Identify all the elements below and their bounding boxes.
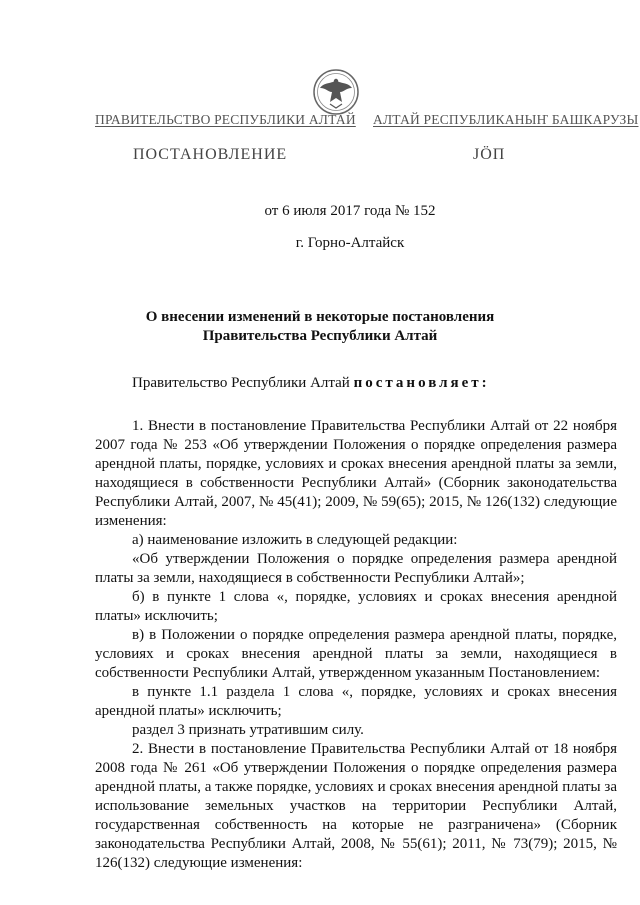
coat-of-arms-icon (310, 68, 362, 116)
paragraph-1a: а) наименование изложить в следующей редакции: (132, 532, 458, 548)
org-name-altai: АЛТАЙ РЕСПУБЛИКАНЫҤ БАШКАРУЗЫ (373, 112, 639, 127)
document-body (95, 374, 617, 873)
paragraph-2: 2. Внести в постановление Правительства Республики Алтай от 18 ноября 2008 года № 261 «Об утверждении Положения о порядке определения размера арендной платы, а также порядке, условиях и сроках внесения арендной платы за использование земельных участков на территории Республики Алтай, государственная собственность на которые не разграничена» (Сборник законодательства Республики Алтай, 2008, № 55(61); 2011, № 73(79); 2015, № 126(132) следующие изменения: (95, 741, 617, 871)
title-line-2: Правительства Республики Алтай (202, 328, 438, 344)
preamble-resolves: постановляет: (353, 375, 490, 391)
paragraph-1b: б) в пункте 1 слова «, порядке, условиях и сроках внесения арендной платы» исключить; (95, 589, 617, 624)
paragraph-1v-item-2: раздел 3 признать утратившим силу. (132, 722, 364, 738)
paragraph-1a-text: «Об утверждении Положения о порядке определения размера арендной платы за земли, находящиеся в собственности Республики Алтай»; (95, 551, 617, 586)
city-line: г. Горно-Алтайск (295, 235, 405, 251)
paragraph-1v: в) в Положении о порядке определения размера арендной платы, порядке, условиях и сроках внесения арендной платы за земли, находящиеся в собственности Республики Алтай, утвержденном указанным Постановлением: (95, 627, 617, 681)
doc-type-altai: ЈÖП (473, 146, 506, 163)
preamble (95, 374, 617, 393)
paragraph-1: 1. Внести в постановление Правительства Республики Алтай от 22 ноября 2007 года № 253 «Об утверждении Положения о порядке определения размера арендной платы, порядке, условиях и сроках внесения арендной платы за земли, находящиеся в собственности Республики Алтай» (Сборник законодательства Республики Алтай, 2007, № 45(41); 2009, № 59(65); 2015, № 126(132) следующие изменения: (95, 418, 617, 529)
date-number-line: от 6 июля 2017 года № 152 (264, 203, 436, 219)
preamble-text: Правительство Республики Алтай (132, 375, 354, 391)
title-line-1: О внесении изменений в некоторые постановления (145, 309, 495, 325)
paragraph-1v-item-1: в пункте 1.1 раздела 1 слова «, порядке, условиях и сроках внесения арендной платы» исключить; (95, 684, 617, 719)
doc-type-russian: ПОСТАНОВЛЕНИЕ (133, 146, 288, 163)
org-name-russian: ПРАВИТЕЛЬСТВО РЕСПУБЛИКИ АЛТАЙ (95, 112, 356, 127)
document-title (0, 308, 640, 346)
